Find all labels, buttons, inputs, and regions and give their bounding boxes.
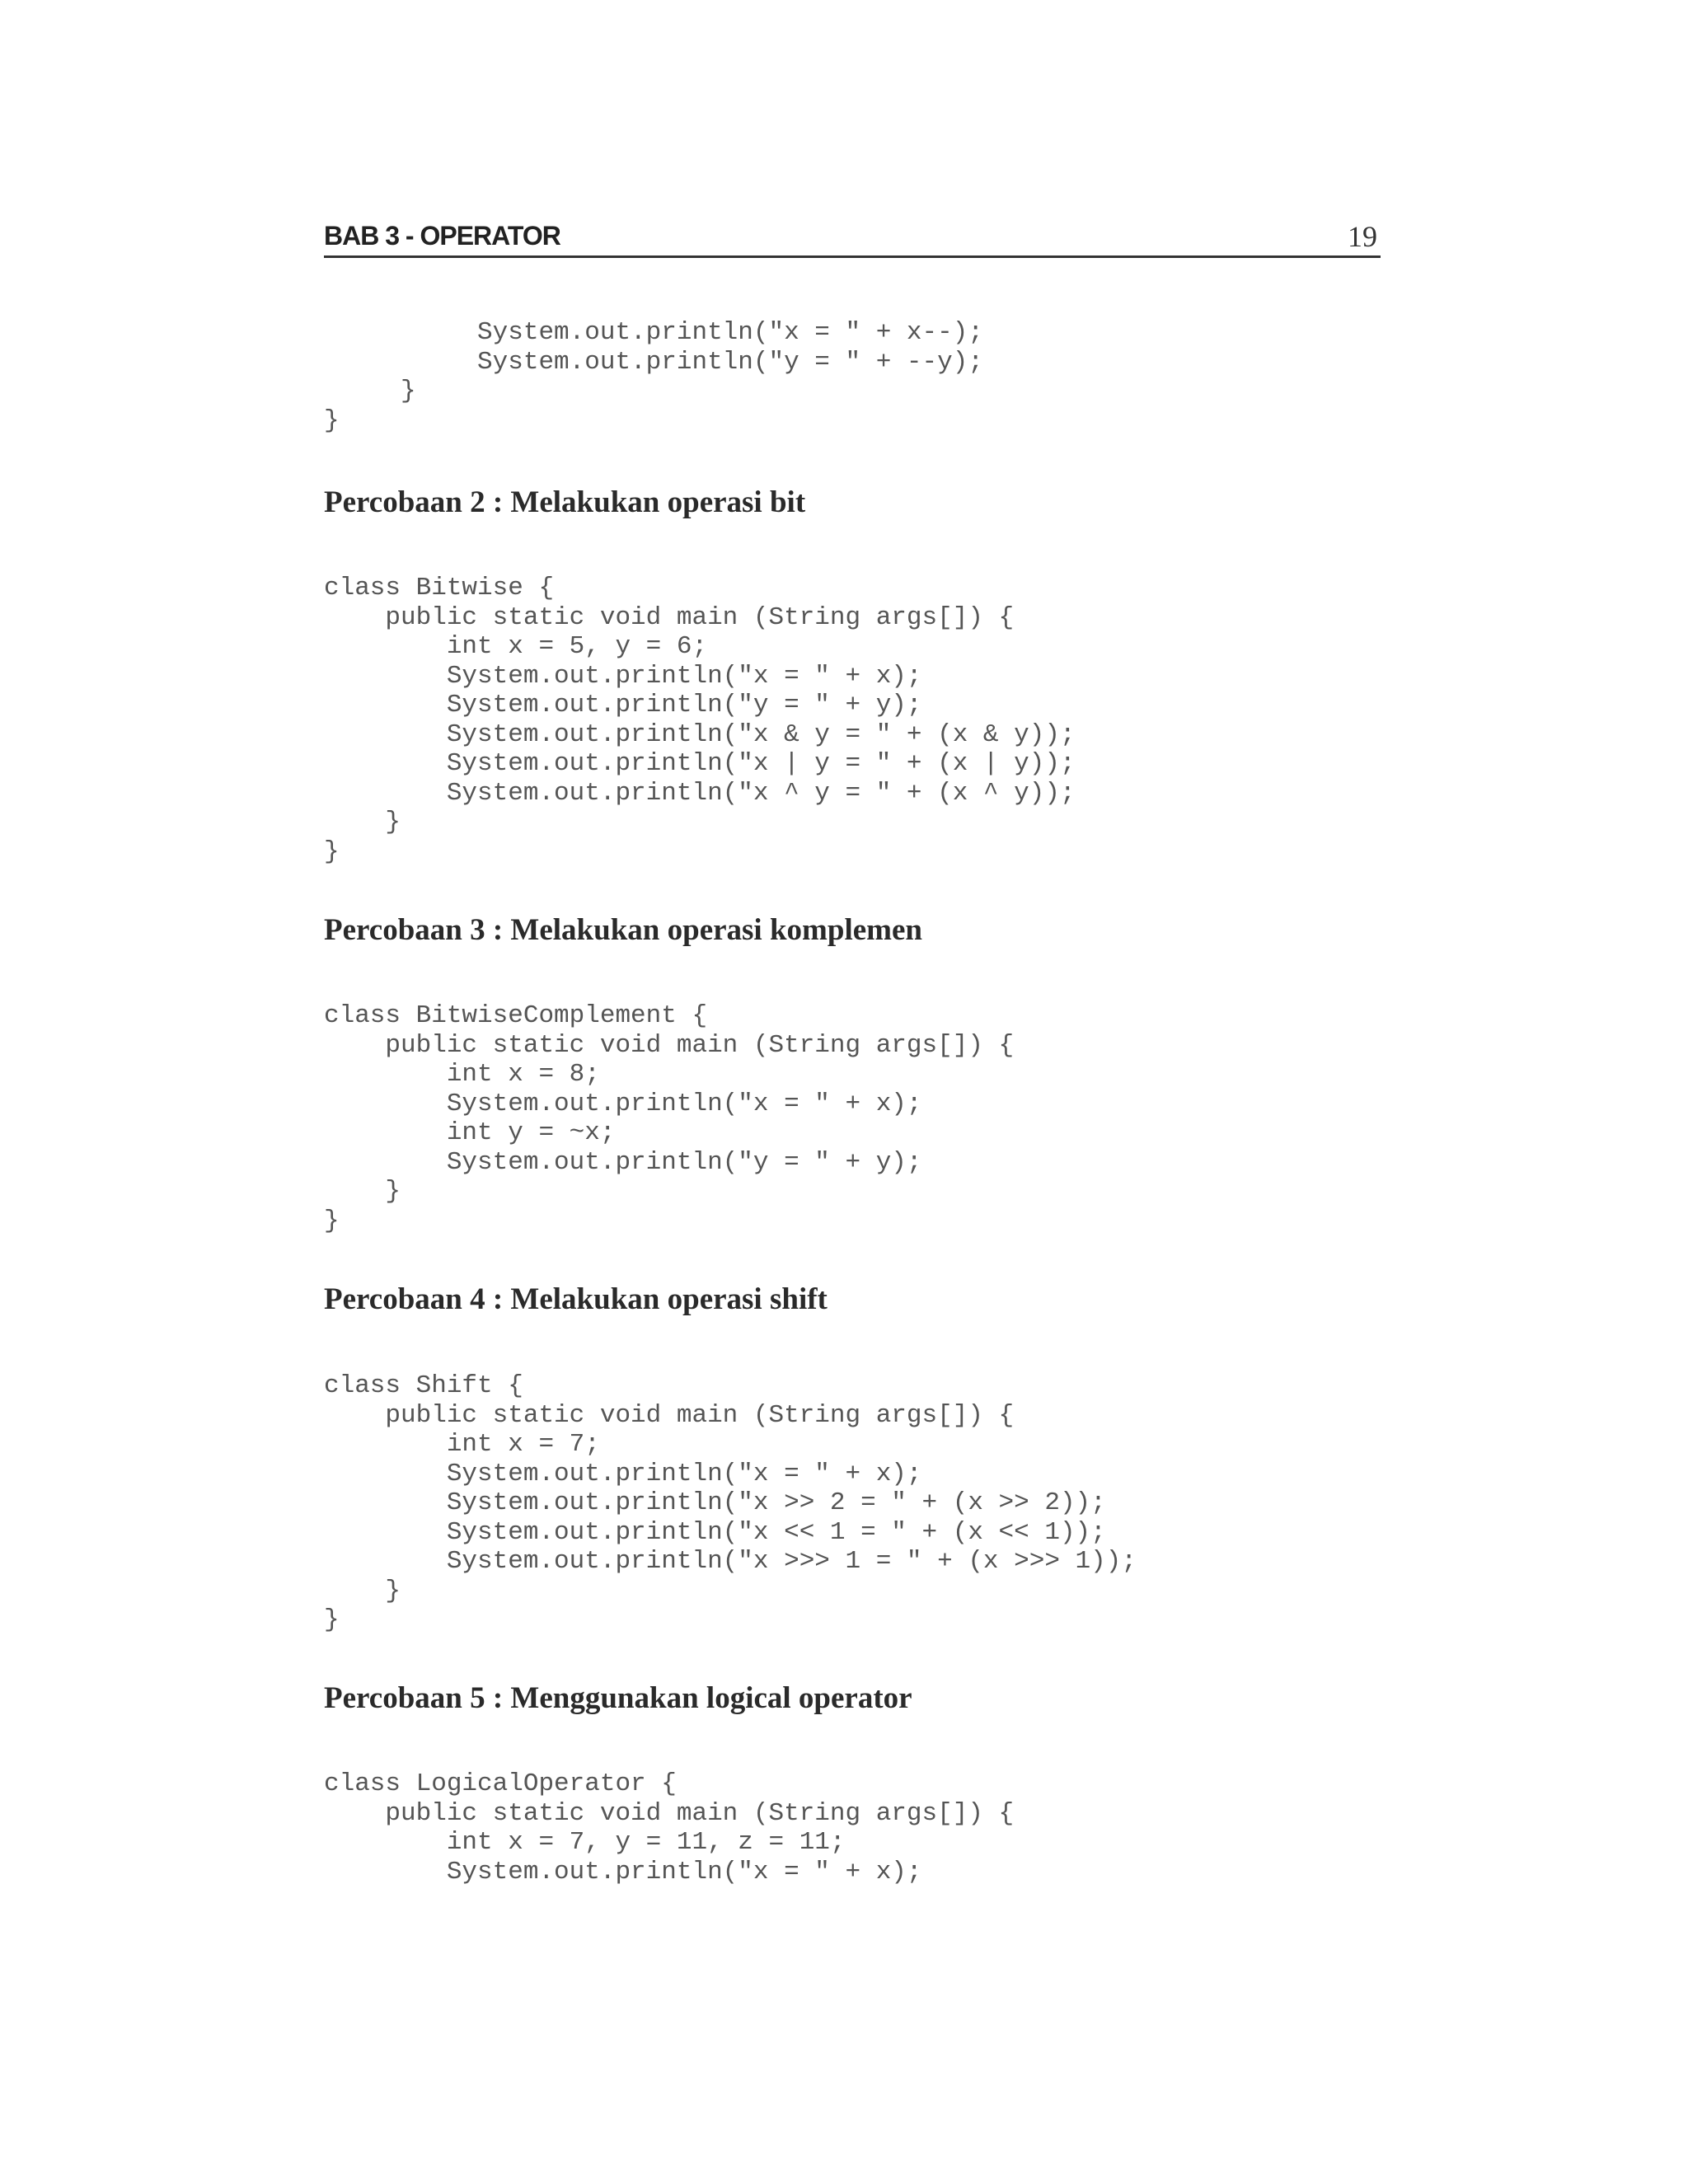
section-heading-percobaan-3: Percobaan 3 : Melakukan operasi komplemen [324, 913, 922, 947]
section-heading-percobaan-2: Percobaan 2 : Melakukan operasi bit [324, 485, 806, 519]
code-line: System.out.println("x = " + x); [324, 1089, 922, 1118]
code-line: System.out.println("y = " + --y); [324, 347, 983, 377]
code-line: System.out.println("x >> 2 = " + (x >> 2)); [324, 1488, 1106, 1517]
code-block-shift [324, 1371, 1137, 1635]
section-heading-percobaan-4: Percobaan 4 : Melakukan operasi shift [324, 1282, 828, 1316]
code-line: public static void main (String args[]) { [324, 1798, 1015, 1828]
code-line: } [324, 1576, 401, 1605]
code-block-bitwise [324, 574, 1076, 866]
code-line: public static void main (String args[]) { [324, 602, 1015, 632]
code-line: class Shift { [324, 1371, 523, 1400]
code-line: int y = ~x; [324, 1118, 616, 1147]
page-number: 19 [1348, 220, 1377, 253]
code-block-logical-operator [324, 1769, 1014, 1886]
code-line: int x = 8; [324, 1060, 600, 1089]
code-line: System.out.println("x = " + x); [324, 661, 922, 691]
chapter-title: BAB 3 - OPERATOR [324, 221, 560, 251]
code-line: } [324, 1177, 401, 1206]
code-line: } [324, 808, 401, 837]
code-line: class Bitwise { [324, 574, 555, 602]
code-line: System.out.println("x << 1 = " + (x << 1)); [324, 1517, 1106, 1547]
code-line: int x = 5, y = 6; [324, 632, 708, 661]
code-line: } [324, 377, 416, 405]
code-line: System.out.println("x ^ y = " + (x ^ y)); [324, 778, 1076, 808]
code-line: System.out.println("y = " + y); [324, 1147, 922, 1177]
code-line: public static void main (String args[]) { [324, 1030, 1015, 1060]
code-line: int x = 7, y = 11, z = 11; [324, 1828, 846, 1857]
code-line: class BitwiseComplement { [324, 1001, 708, 1030]
code-line: System.out.println("y = " + y); [324, 691, 922, 719]
code-line: } [324, 405, 340, 435]
code-line: System.out.println("x >>> 1 = " + (x >>> 1)); [324, 1547, 1137, 1576]
code-line: } [324, 1206, 340, 1235]
code-line: public static void main (String args[]) { [324, 1400, 1015, 1430]
code-line: } [324, 837, 340, 866]
code-block-previous-listing-end [324, 318, 983, 435]
code-line: System.out.println("x = " + x); [324, 1459, 922, 1488]
section-heading-percobaan-5: Percobaan 5 : Menggunakan logical operator [324, 1681, 912, 1715]
code-line: class LogicalOperator { [324, 1769, 677, 1798]
code-line: } [324, 1605, 340, 1634]
code-line: System.out.println("x = " + x); [324, 1857, 922, 1886]
code-block-bitwise-complement [324, 1001, 1014, 1235]
code-line: System.out.println("x | y = " + (x | y)); [324, 749, 1076, 778]
code-line: System.out.println("x = " + x--); [324, 318, 983, 347]
code-line: System.out.println("x & y = " + (x & y)); [324, 719, 1076, 749]
code-line: int x = 7; [324, 1430, 600, 1459]
page-header [324, 216, 1381, 258]
